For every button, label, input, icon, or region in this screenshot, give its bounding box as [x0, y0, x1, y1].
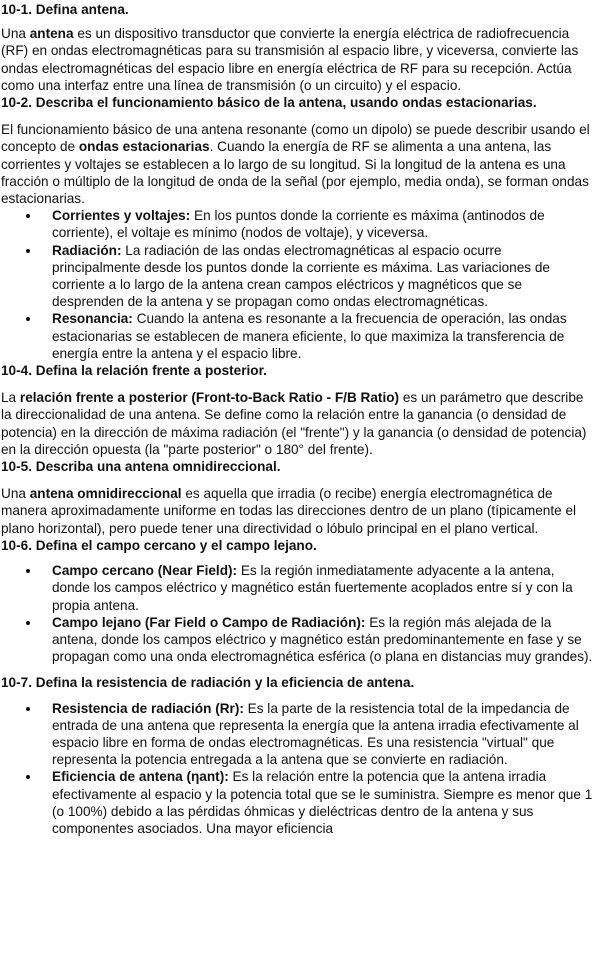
list-item: Corrientes y voltajes: En los puntos donde la corriente es máxima (antinodos de corriente), el voltaje es mínimo (nodos de voltaje), y viceversa.	[52, 207, 593, 241]
bullet-list-fields	[1, 562, 593, 665]
paragraph-antenna-definition: Una antena es un dispositivo transductor que convierte la energía eléctrica de radiofrecuencia (RF) en ondas electromagnéticas para su transmisión al espacio libre, y viceversa, convierte las ondas electromagnéticas del espacio libre en energía eléctrica de RF para su recepción. Actúa como una interfaz entre una línea de transmisión (o un circuito) y el espacio.	[1, 26, 579, 93]
paragraph-front-to-back: La relación frente a posterior (Front-to-Back Ratio - F/B Ratio) es un parámetro que describe la direccionalidad de una antena. Se define como la relación entre la ganancia (o densidad de potencia) en la dirección de máxima radiación (el "frente") y la ganancia (o densidad de potencia) en la dirección opuesta (la "parte posterior" o 180° del frente).	[1, 390, 587, 457]
list-item: Resistencia de radiación (Rr): Es la parte de la resistencia total de la impedancia de entrada de una antena que representa la energía que la antena irradia efectivamente al espacio libre en forma de ondas electromagnéticas. Es una resistencia "virtual" que representa la potencia entregada a la antena que se convierte en radiación.	[52, 700, 593, 769]
list-item: Resonancia: Cuando la antena es resonante a la frecuencia de operación, las ondas estacionarias se establecen de manera eficiente, lo que maximiza la transferencia de energía entre la antena y el espacio libre.	[52, 310, 593, 362]
list-item: Campo cercano (Near Field): Es la región inmediatamente adyacente a la antena, donde los campos eléctrico y magnético están fuertemente acoplados entre sí y con la propia antena.	[52, 562, 593, 614]
paragraph-standing-waves: El funcionamiento básico de una antena resonante (como un dipolo) se puede describir usando el concepto de ondas estacionarias. Cuando la energía de RF se alimenta a una antena, las corrientes y voltajes se establecen a lo largo de su longitud. Si la longitud de la antena es una fracción o múltiplo de la longitud de onda de la señal (por ejemplo, media onda), se forman ondas estacionarias.	[1, 122, 590, 207]
bullet-list-standing-waves	[1, 207, 593, 362]
section-heading-10-6: 10-6. Defina el campo cercano y el campo lejano.	[1, 537, 317, 553]
list-item: Eficiencia de antena (ηant): Es la relación entre la potencia que la antena irradia efectivamente al espacio y la potencia total que se le suministra. Siempre es menor que 1 (o 100%) debido a las pérdidas óhmicas y dieléctricas dentro de la antena y sus componentes asociados. Una mayor eficiencia	[52, 769, 593, 836]
section-heading-10-1: 10-1. Defina antena.	[1, 2, 129, 17]
section-heading-10-2: 10-2. Describa el funcionamiento básico de la antena, usando ondas estacionarias.	[1, 95, 537, 111]
bullet-list-radiation	[1, 700, 593, 838]
list-item: Radiación: La radiación de las ondas electromagnéticas al espacio ocurre principalmente desde los puntos donde la corriente es máxima. Las variaciones de corriente a lo largo de la antena crean campos eléctricos y magnéticos que se desprenden de la antena y se propagan como ondas electromagnéticas.	[52, 242, 593, 311]
section-heading-10-4: 10-4. Defina la relación frente a posterior.	[1, 363, 267, 379]
paragraph-omnidirectional: Una antena omnidireccional es aquella que irradia (o recibe) energía electromagnética de manera aproximadamente uniforme en todas las direcciones dentro de un plano (típicamente el plano horizontal), pero puede tener una directividad o lóbulo principal en el plano vertical.	[1, 486, 577, 536]
section-heading-10-7: 10-7. Defina la resistencia de radiación y la eficiencia de antena.	[1, 675, 415, 691]
section-heading-10-5: 10-5. Describa una antena omnidireccional.	[1, 459, 281, 475]
list-item: Campo lejano (Far Field o Campo de Radiación): Es la región más alejada de la antena, donde los campos eléctrico y magnético están predominantemente en fase y se propagan como una onda electromagnética esférica (o plana en distancias muy grandes).	[52, 614, 593, 665]
